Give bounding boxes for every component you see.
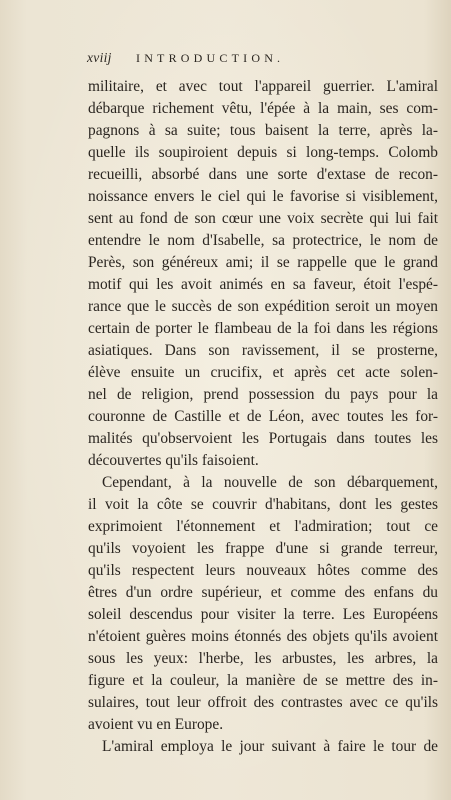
text-line: élève ensuite un crucifix, et après cet acte solen- (88, 364, 438, 381)
page-number: xviij (87, 50, 112, 65)
text-line: débarque richement vêtu, l'épée à la main, ses com- (88, 100, 438, 117)
text-line: figure et la couleur, la manière de se mettre des in- (88, 672, 438, 689)
running-head: INTRODUCTION. (136, 51, 285, 65)
text-line: n'étoient guères moins étonnés des objets qu'ils avoient (88, 628, 438, 645)
text-line: entendre le nom d'Isabelle, sa protectrice, le nom de (88, 232, 438, 249)
text-line: certain de porter le flambeau de la foi dans les régions (88, 320, 438, 337)
page-header (87, 49, 432, 67)
body-text (88, 76, 438, 758)
text-line: sous les yeux: l'herbe, les arbustes, les arbres, la (88, 650, 438, 667)
paragraph-last-line: découvertes qu'ils faisoient. (88, 452, 259, 469)
text-line: sulaires, tout leur offroit des contrastes avec ce qu'ils (88, 694, 438, 711)
text-line: malités qu'observoient les Portugais dans toutes les (88, 430, 438, 447)
paragraph-first-line: L'amiral employa le jour suivant à faire le tour de (102, 738, 438, 755)
text-line: rance que le succès de son expédition seroit un moyen (88, 298, 438, 315)
text-line: qu'ils voyoient les frappe d'une si grande terreur, (88, 540, 438, 557)
text-line: exprimoient l'étonnement et l'admiration; tout ce (88, 518, 438, 535)
text-line: soleil descendus pour visiter la terre. Les Européens (88, 606, 438, 623)
text-line: quelle ils soupiroient depuis si long-temps. Colomb (88, 144, 438, 161)
text-line: qu'ils respectent leurs nouveaux hôtes comme des (88, 562, 438, 579)
paragraph-first-line: Cependant, à la nouvelle de son débarquement, (102, 474, 438, 491)
text-line: êtres d'un ordre supérieur, et comme des enfans du (88, 584, 438, 601)
text-line: militaire, et avec tout l'appareil guerrier. L'amiral (88, 78, 438, 95)
text-line: nel de religion, prend possession du pays pour la (88, 386, 438, 403)
text-line: motif qui les avoit animés en sa faveur, étoit l'espé- (88, 276, 438, 293)
text-line: couronne de Castille et de Léon, avec toutes les for- (88, 408, 438, 425)
text-line: Perès, son généreux ami; il se rappelle que le grand (88, 254, 438, 271)
text-line: pagnons à sa suite; tous baisent la terre, après la- (88, 122, 438, 139)
text-line: sent au fond de son cœur une voix secrète qui lui fait (88, 210, 438, 227)
text-line: asiatiques. Dans son ravissement, il se prosterne, (88, 342, 438, 359)
text-line: noissance envers le ciel qui le favorise si visiblement, (88, 188, 438, 205)
text-line: recueilli, absorbé dans une sorte d'extase de recon- (88, 166, 438, 183)
text-line: il voit la côte se couvrir d'habitans, dont les gestes (88, 496, 438, 513)
paragraph-last-line: avoient vu en Europe. (88, 716, 224, 733)
